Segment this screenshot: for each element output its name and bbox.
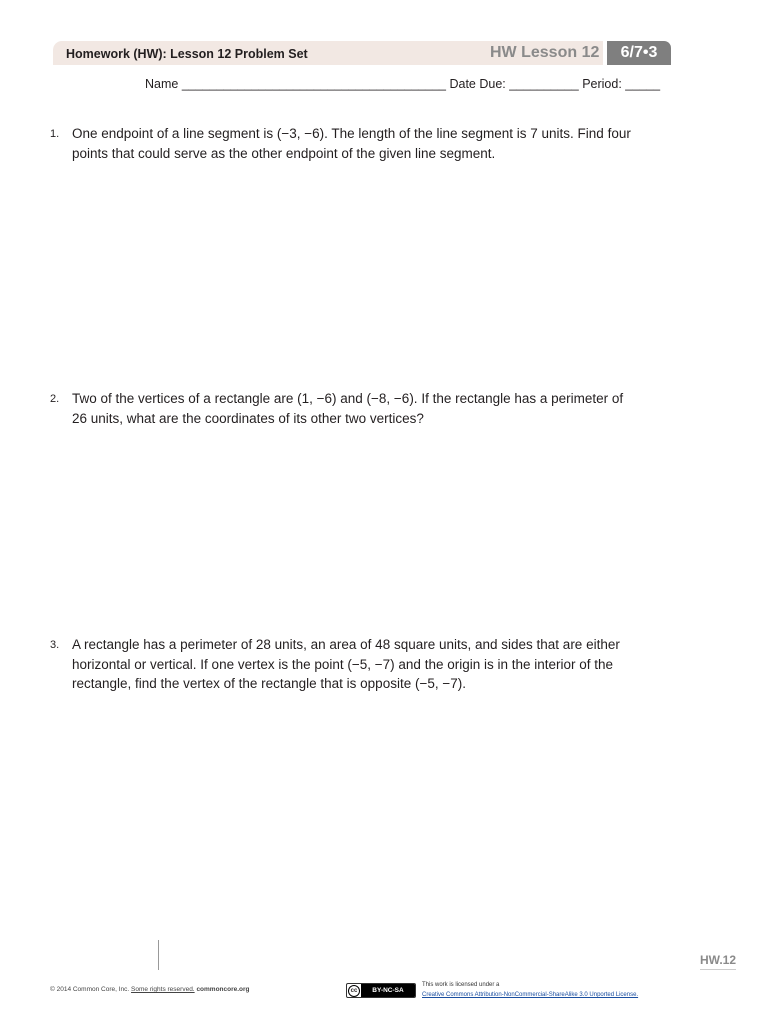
copyright-text: © 2014 Common Core, Inc. [50,986,130,993]
problem-text: One endpoint of a line segment is (−3, −6). The length of the line segment is 7 units. Find four points that could serve as the other endpoint of the given line segment. [72,126,631,161]
problem-text: A rectangle has a perimeter of 28 units, an area of 48 square units, and sides that are either horizontal or vertical. If one vertex is the point (−5, −7) and the origin is in the interior of the rectangle, find the vertex of the rectangle that is opposite (−5, −7). [72,637,620,691]
license-notice [422,980,638,1000]
page-title: Homework (HW): Lesson 12 Problem Set [66,47,308,61]
cc-icon: cc [347,984,361,997]
problem-number: 3. [50,639,60,651]
cc-terms-label: BY-NC-SA [361,984,415,997]
problem-number: 2. [50,393,60,405]
lesson-label: HW Lesson 12 [490,44,600,61]
cc-license-badge [346,983,416,998]
page-id: HW.12 [700,953,736,970]
license-intro: This work is licensed under a [422,982,500,988]
license-link[interactable]: Creative Commons Attribution-NonCommercial-ShareAlike 3.0 Unported License. [422,992,639,998]
site-name: commoncore.org [196,986,250,993]
module-tab: 6/7•3 [607,41,671,65]
problem-number: 1. [50,128,60,140]
footer-divider [158,940,159,970]
name-date-period-line: Name ______________________________________ Date Due: __________ Period: _____ [145,77,661,91]
rights-link[interactable]: Some rights reserved. [131,986,195,993]
copyright-notice [50,986,250,993]
problem-text: Two of the vertices of a rectangle are (1, −6) and (−8, −6). If the rectangle has a perimeter of 26 units, what are the coordinates of its other two vertices? [72,391,624,426]
